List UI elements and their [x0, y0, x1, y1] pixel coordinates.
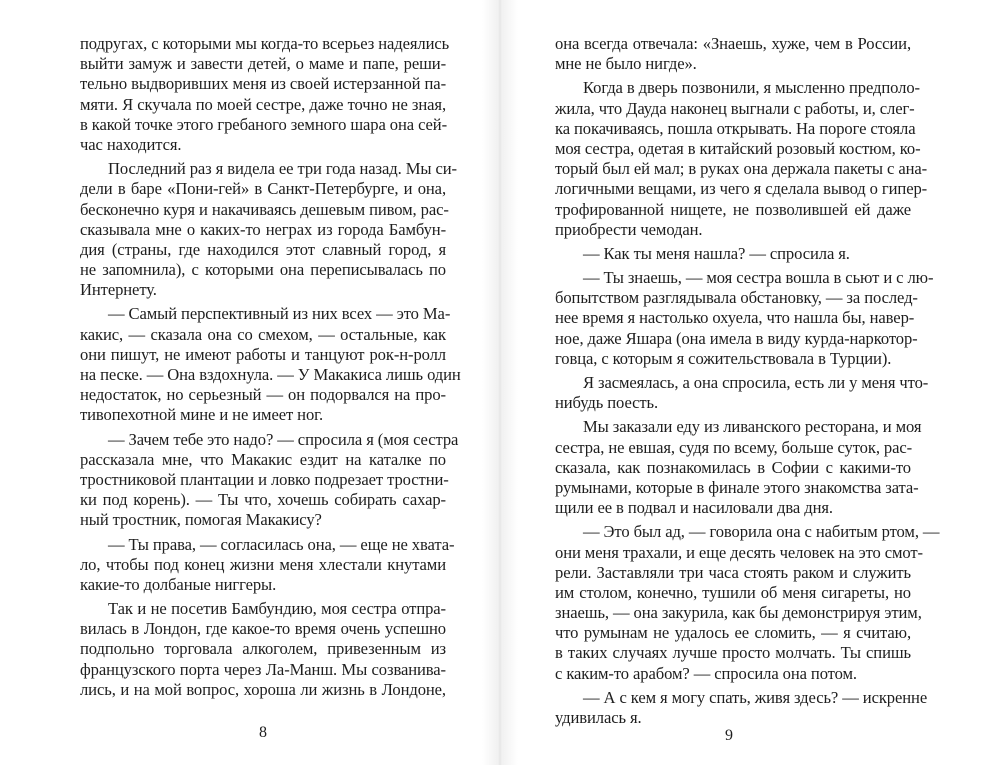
text-line: тростниковой плантации и ловко подрезает тростни-: [80, 469, 449, 489]
text-line: мяти. Я скучала по моей сестре, даже точно не зная,: [80, 94, 446, 114]
text-line: в таких случаях лучше просто молчать. Ты спишь: [555, 643, 911, 663]
text-line: лись, и на мой вопрос, хороша ли жизнь в Лондоне,: [80, 679, 446, 699]
text-line: дия (страны, где находился этот славный город, я: [80, 239, 446, 259]
text-line: — А с кем я могу спать, живя здесь? — искренне: [583, 687, 928, 707]
text-line: она всегда отвечала: «Знаешь, хуже, чем в России,: [555, 34, 911, 53]
text-line: в какой точке этого гребаного земного шара она сей-: [80, 114, 448, 134]
text-line: жила, что Дауда наконец выгнали с работы, и, слег-: [555, 98, 915, 118]
text-line: Я засмеялась, а она спросила, есть ли у меня что-: [583, 373, 929, 392]
text-line: дели в баре «Пони-гей» в Санкт-Петербурге, и она,: [80, 179, 446, 199]
text-line: бесконечно куря и накачиваясь дешевым пивом, рас-: [80, 199, 449, 219]
text-line: удивилась я.: [555, 708, 642, 727]
text-line: тельно выдворивших меня из своей истерзанной па-: [80, 74, 446, 94]
text-line: Интернету.: [80, 280, 157, 300]
text-line: подругах, с которыми мы когда-то всерьез надеялись: [80, 34, 450, 53]
text-line: трофированной нищете, не позволившей ей даже: [555, 199, 911, 219]
text-line: сестра, не евшая, судя по всему, больше суток, рас-: [555, 437, 913, 457]
text-line: — Самый перспективный из них всех — это Ма-: [108, 304, 451, 324]
text-line: рассказала мне, что Макакис ездит на каталке по: [80, 449, 446, 469]
text-line: они пишут, не имеют работы и танцуют рок-н-ролл: [80, 344, 446, 364]
text-line: выйти замуж и завести детей, о маме и папе, реши-: [80, 54, 446, 74]
text-line: торый был ей мал; в руках она держала пакеты с ана-: [555, 159, 928, 179]
text-line: какис, — сказала она со смехом, — остальные, как: [80, 324, 446, 344]
text-line: логичными вещами, из чего я сделала вывод о гипер-: [555, 179, 928, 199]
text-line: французского порта через Ла-Манш. Мы созванива-: [80, 659, 446, 679]
text-line: они меня трахали, и еще десять человек на это смот-: [555, 542, 923, 562]
text-line: моя сестра, одетая в китайский розовый костюм, ко-: [555, 138, 921, 158]
text-line: не запомнила), с которыми она переписывалась по: [80, 260, 446, 280]
text-line: ное, даже Яшара (она имела в виду курда-наркотор-: [555, 328, 918, 348]
text-line: — Ты знаешь, — моя сестра вошла в сьют и с лю-: [583, 268, 934, 288]
text-line: — Зачем тебе это надо? — спросила я (моя сестра: [108, 429, 459, 449]
text-line: — Ты права, — согласилась она, — еще не хвата-: [108, 534, 455, 554]
page-number-right: 9: [725, 727, 733, 744]
text-line: им столом, конечно, тушили об меня сигареты, но: [555, 582, 911, 602]
text-line: час находится.: [80, 134, 182, 154]
text-line: Так и не посетив Бамбундию, моя сестра отпра-: [108, 599, 446, 619]
text-line: мне не было нигде».: [555, 54, 697, 74]
text-line: щили ее в подвал и насиловали два дня.: [555, 498, 833, 518]
text-line: недостаток, но серьезный — он подорвался на про-: [80, 385, 446, 405]
left-page-text: [80, 34, 461, 700]
text-line: что румынам не удалось ее сломить, — я считаю,: [555, 623, 911, 643]
text-line: бопытством разглядывала обстановку, — за послед-: [555, 288, 918, 308]
text-line: румынами, которые в финале этого знакомства зата-: [555, 477, 919, 497]
page-number-left: 8: [259, 724, 267, 741]
text-line: ка покачиваясь, пошла открывать. На пороге стояла: [555, 118, 916, 138]
text-line: нее время я настолько охуела, что нашла бы, навер-: [555, 308, 915, 328]
book-gutter: [482, 0, 518, 765]
text-line: рели. Заставляли три часа стоять раком и служить: [555, 562, 911, 582]
text-line: знаешь, — она закурила, как бы демонстрируя этим,: [555, 603, 922, 623]
text-line: на песке. — Она вздохнула. — У Макакиса лишь один: [80, 365, 461, 384]
text-line: нибудь поесть.: [555, 393, 659, 413]
text-line: говца, с которым я сожительствовала в Турции).: [555, 348, 892, 368]
text-line: приобрести чемодан.: [555, 219, 703, 239]
text-line: Мы заказали еду из ливанского ресторана, и моя: [583, 417, 922, 437]
text-line: подпольно торговала алкоголем, привезенным из: [80, 639, 446, 659]
text-line: сказала, как познакомилась в Софии с какими-то: [555, 457, 911, 477]
text-line: вилась в Лондон, где какое-то время очень успешно: [80, 619, 446, 639]
text-line: тивопехотной мине и не имеет ног.: [80, 405, 324, 425]
text-line: сказывала мне о каких-то неграх из города Бамбун-: [80, 219, 446, 239]
text-line: какие-то долбаные ниггеры.: [80, 574, 277, 594]
text-line: Когда в дверь позвонили, я мысленно предполо-: [583, 78, 920, 98]
right-page-text: [555, 34, 940, 728]
text-line: — Это был ад, — говорила она с набитым ртом, —: [583, 522, 940, 542]
text-line: ки под корень). — Ты что, хочешь собирать сахар-: [80, 490, 446, 510]
text-line: с каким-то арабом? — спросила она потом.: [555, 663, 857, 683]
text-line: ло, чтобы под конец жизни меня хлестали кнутами: [80, 554, 446, 574]
text-line: Последний раз я видела ее три года назад. Мы си-: [108, 159, 457, 179]
text-line: ный тростник, помогая Макакису?: [80, 510, 322, 530]
text-line: — Как ты меня нашла? — спросила я.: [583, 243, 850, 263]
